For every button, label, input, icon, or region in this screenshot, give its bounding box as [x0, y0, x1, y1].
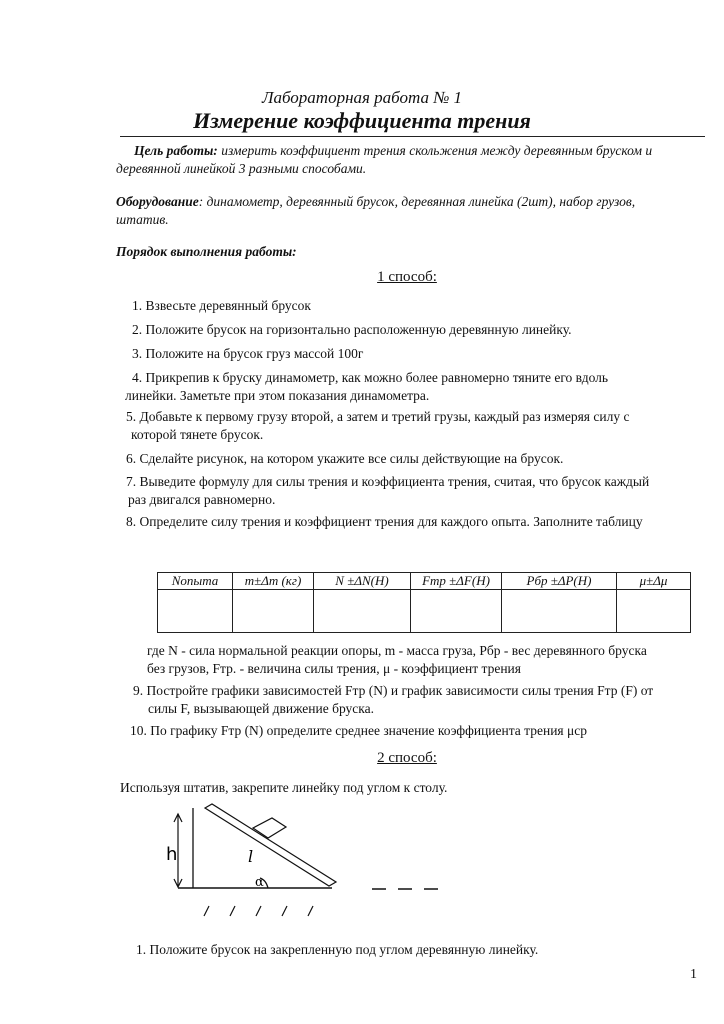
goal-text-line2: деревянной линейкой 3 разными способами.	[116, 161, 367, 176]
step-text: Положите брусок на горизонтально расположенную деревянную линейку.	[145, 322, 572, 337]
step-text: Сделайте рисунок, на котором укажите все силы действующие на брусок.	[139, 451, 564, 466]
page-title: Измерение коэффициента трения	[193, 108, 531, 133]
title-divider	[120, 136, 705, 137]
table-header-row	[158, 573, 691, 590]
step-text: Добавьте к первому грузу второй, а затем и третий грузы, каждый раз измеряя силу с	[139, 409, 630, 424]
step-number: 9.	[133, 683, 144, 698]
hatch-mark	[282, 906, 287, 916]
step-6	[126, 450, 563, 468]
column-header: Nопыта	[158, 573, 233, 590]
method2-heading: 2 способ:	[377, 750, 437, 766]
step-number: 1.	[136, 942, 147, 957]
step-text-cont: силы F, вызывающей движение бруска.	[148, 701, 375, 716]
step-text: Определите силу трения и коэффициент трения для каждого опыта. Заполните таблицу	[139, 514, 643, 529]
step-number: 1.	[132, 298, 143, 313]
angle-label: α	[255, 875, 264, 890]
goal-paragraph	[116, 142, 706, 178]
lab-number: Лабораторная работа № 1	[261, 88, 463, 107]
step-number: 10.	[130, 723, 147, 738]
table-cell[interactable]	[314, 590, 411, 633]
goal-label: Цель работы:	[134, 143, 218, 158]
height-label: h	[166, 844, 178, 865]
step-5	[126, 408, 629, 444]
step-text: Выведите формулу для силы трения и коэффициента трения, считая, что брусок каждый	[139, 474, 650, 489]
step-text: Постройте графики зависимостей Fтр (N) и график зависимости силы трения Fтр (F) от	[146, 683, 654, 698]
step-text: По графику Fтр (N) определите среднее значение коэффициента трения μср	[150, 723, 587, 738]
step-number: 4.	[132, 370, 143, 385]
hatch-mark	[256, 906, 261, 916]
table-cell[interactable]	[158, 590, 233, 633]
step-3	[132, 345, 363, 363]
step-text: Взвесьте деревянный брусок	[145, 298, 311, 313]
step-2	[132, 321, 572, 339]
step-number: 8.	[126, 514, 137, 529]
step-text: Положите на брусок груз массой 100г	[145, 346, 364, 361]
table-cell[interactable]	[502, 590, 617, 633]
table-row	[158, 590, 691, 633]
step-text-cont: которой тянете брусок.	[131, 427, 264, 442]
step-8	[126, 513, 643, 531]
inclined-ruler	[205, 804, 336, 886]
method1-heading: 1 способ:	[377, 269, 437, 285]
column-header: m±Δm (кг)	[233, 573, 314, 590]
step-number: 2.	[132, 322, 143, 337]
page-number: 1	[690, 967, 697, 982]
column-header: N ±ΔN(H)	[314, 573, 411, 590]
procedure-heading: Порядок выполнения работы:	[116, 244, 297, 259]
legend-line: без грузов, Fтр. - величина силы трения, μ - коэффициент трения	[147, 661, 521, 676]
step-number: 7.	[126, 474, 137, 489]
equipment-label: Оборудование	[116, 194, 199, 209]
equipment-text-line2: штатив.	[116, 212, 169, 227]
column-header: Fтр ±ΔF(H)	[411, 573, 502, 590]
equipment-paragraph	[116, 193, 706, 229]
step-10	[130, 722, 587, 740]
length-label: l	[248, 847, 254, 866]
step-4	[125, 369, 609, 405]
hatch-mark	[204, 906, 209, 916]
legend-line: где N - сила нормальной реакции опоры, m - масса груза, Pбр - вес деревянного бруска	[147, 643, 647, 658]
step-7	[126, 473, 649, 509]
hatch-mark	[230, 906, 235, 916]
table-cell[interactable]	[411, 590, 502, 633]
method2-intro: Используя штатив, закрепите линейку под углом к столу.	[120, 780, 448, 795]
inclined-plane-diagram	[160, 800, 490, 925]
step-text-cont: линейки. Заметьте при этом показания динамометра.	[125, 388, 430, 403]
equipment-text-line1: : динамометр, деревянный брусок, деревянная линейка (2шт), набор грузов,	[198, 194, 636, 209]
step-text: Прикрепив к бруску динамометр, как можно более равномерно тяните его вдоль	[145, 370, 609, 385]
step-text-cont: раз двигался равномерно.	[128, 492, 276, 507]
table-legend	[147, 642, 707, 678]
method2-step-1	[136, 941, 538, 959]
table-cell[interactable]	[617, 590, 691, 633]
table-cell[interactable]	[233, 590, 314, 633]
goal-text-line1: измерить коэффициент трения скольжения между деревянным бруском и	[217, 143, 653, 158]
step-number: 5.	[126, 409, 137, 424]
results-table	[157, 572, 691, 633]
hatch-mark	[308, 906, 313, 916]
step-number: 3.	[132, 346, 143, 361]
step-9	[133, 682, 703, 718]
step-text: Положите брусок на закрепленную под углом деревянную линейку.	[149, 942, 539, 957]
step-number: 6.	[126, 451, 137, 466]
column-header: Pбр ±ΔP(H)	[502, 573, 617, 590]
column-header: μ±Δμ	[617, 573, 691, 590]
step-1	[132, 297, 311, 315]
